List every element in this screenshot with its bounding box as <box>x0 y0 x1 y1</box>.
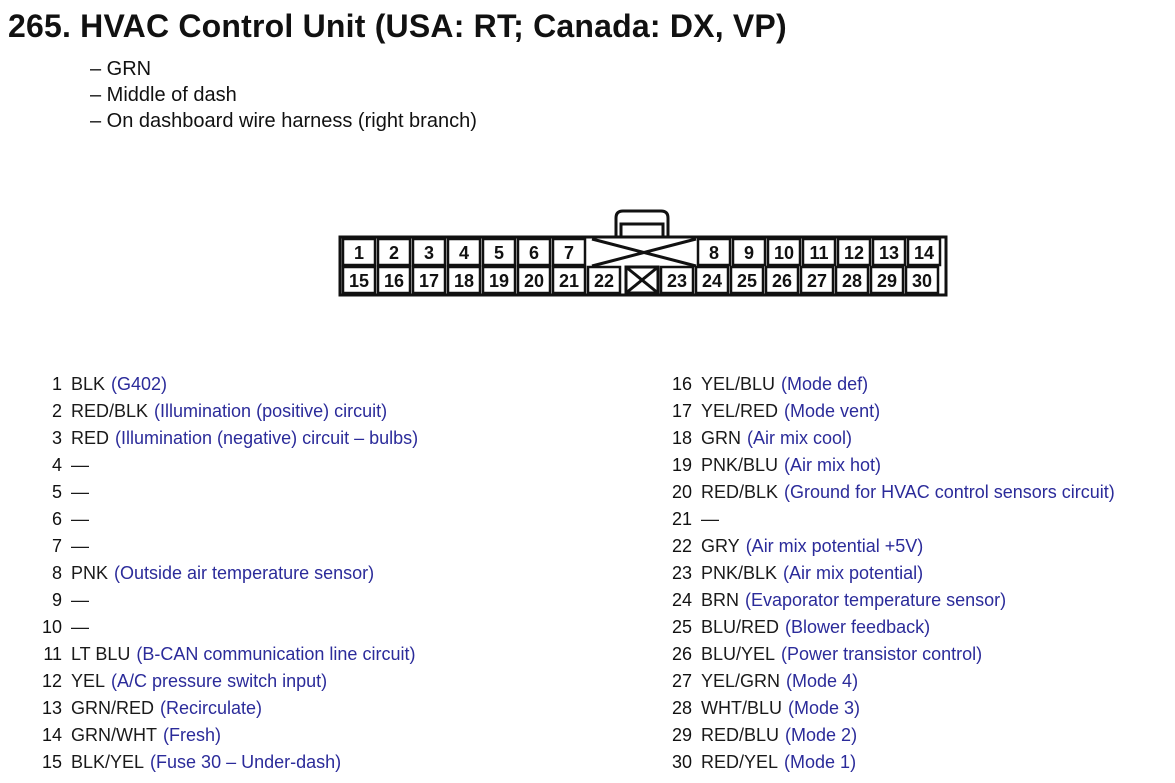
pin-description: (Blower feedback) <box>785 617 931 637</box>
connector-pin-label: 7 <box>563 243 575 263</box>
pin-description: (Illumination (positive) circuit) <box>154 401 388 421</box>
connector-pin-label: 6 <box>528 243 540 263</box>
pin-row <box>30 560 418 587</box>
pin-wire-color: — <box>71 590 89 610</box>
pin-row <box>660 614 1115 641</box>
connector-info <box>90 56 477 134</box>
pin-description: (Ground for HVAC control sensors circuit) <box>784 482 1115 502</box>
connector-pin-label: 26 <box>771 271 793 291</box>
pin-number: 7 <box>51 536 62 556</box>
pin-row <box>660 560 1115 587</box>
pin-description: (G402) <box>111 374 168 394</box>
pin-wire-color: YEL <box>71 671 106 691</box>
pin-description: (Air mix potential +5V) <box>745 536 924 556</box>
connector-pin-label: 10 <box>773 243 795 263</box>
pin-row <box>30 371 418 398</box>
pin-wire-color: PNK <box>71 563 109 583</box>
pin-number: 4 <box>51 455 62 475</box>
pin-number: 19 <box>671 455 692 475</box>
pin-number: 27 <box>671 671 692 691</box>
pin-row <box>30 533 418 560</box>
pin-number: 9 <box>51 590 62 610</box>
pin-number: 17 <box>671 401 692 421</box>
pin-wire-color: YEL/BLU <box>701 374 776 394</box>
pin-wire-color: BLK/YEL <box>71 752 145 772</box>
pin-number: 3 <box>51 428 62 448</box>
pin-description: (Power transistor control) <box>781 644 983 664</box>
pin-wire-color: GRN <box>701 428 741 448</box>
pin-row <box>30 398 418 425</box>
pin-wire-color: RED <box>71 428 110 448</box>
info-color: – GRN <box>90 58 152 80</box>
pin-number: 14 <box>41 725 62 745</box>
pin-row <box>30 749 418 776</box>
pin-row <box>30 425 418 452</box>
pin-row <box>30 587 418 614</box>
pin-description: (Mode vent) <box>784 401 881 421</box>
pin-number: 13 <box>41 698 62 718</box>
pin-wire-color: YEL/RED <box>701 401 779 421</box>
pin-number: 2 <box>51 401 62 421</box>
pin-number: 21 <box>671 509 692 529</box>
connector-pin-label: 28 <box>841 271 863 291</box>
pin-description: (Illumination (negative) circuit – bulbs) <box>115 428 419 448</box>
pin-number: 18 <box>671 428 692 448</box>
pin-row <box>660 533 1115 560</box>
connector-pin-label: 19 <box>488 271 510 291</box>
pin-number: 29 <box>671 725 692 745</box>
connector-pin-label: 16 <box>383 271 405 291</box>
pin-number: 30 <box>671 752 692 772</box>
pin-number: 6 <box>51 509 62 529</box>
pin-row <box>660 479 1115 506</box>
connector-pin-label: 20 <box>523 271 545 291</box>
pin-wire-color: GRN/WHT <box>71 725 157 745</box>
info-location: – Middle of dash <box>90 84 237 106</box>
pin-row <box>660 398 1115 425</box>
connector-pin-label: 4 <box>458 243 470 263</box>
connector-pin-label: 27 <box>806 271 828 291</box>
connector-lock-tab-inner <box>621 224 663 236</box>
pin-wire-color: — <box>71 509 89 529</box>
pin-number: 20 <box>671 482 692 502</box>
connector-pin-label: 14 <box>913 243 935 263</box>
pin-number: 25 <box>671 617 692 637</box>
pin-list-right <box>660 371 1115 776</box>
connector-pin-label: 2 <box>388 243 400 263</box>
pin-number: 10 <box>41 617 62 637</box>
connector-diagram <box>338 208 950 300</box>
pin-number: 1 <box>51 374 62 394</box>
pin-wire-color: — <box>71 536 89 556</box>
page-title: 265. HVAC Control Unit (USA: RT; Canada: DX, VP) <box>8 8 787 44</box>
connector-pin-label: 17 <box>418 271 440 291</box>
connector-pin-label: 12 <box>843 243 865 263</box>
pin-number: 8 <box>51 563 62 583</box>
pin-wire-color: — <box>71 617 89 637</box>
pin-wire-color: BLK <box>71 374 106 394</box>
pin-number: 26 <box>671 644 692 664</box>
pin-row <box>660 749 1115 776</box>
pin-wire-color: RED/YEL <box>701 752 779 772</box>
pin-list-left <box>30 371 418 776</box>
pin-description: (Recirculate) <box>160 698 263 718</box>
pin-wire-color: RED/BLK <box>701 482 779 502</box>
connector-pin-label: 23 <box>666 271 688 291</box>
pin-description: (Fuse 30 – Under-dash) <box>150 752 342 772</box>
pin-row <box>30 452 418 479</box>
pin-number: 15 <box>41 752 62 772</box>
pin-row <box>30 668 418 695</box>
pin-row <box>30 722 418 749</box>
pin-description: (Mode 1) <box>784 752 857 772</box>
pin-description: (A/C pressure switch input) <box>111 671 328 691</box>
pin-row <box>30 695 418 722</box>
pin-wire-color: LT BLU <box>71 644 131 664</box>
pin-wire-color: — <box>71 455 89 475</box>
pin-description: (Outside air temperature sensor) <box>114 563 375 583</box>
pin-number: 5 <box>51 482 62 502</box>
pin-row <box>660 452 1115 479</box>
connector-pin-label: 3 <box>423 243 435 263</box>
connector-pin-label: 25 <box>736 271 758 291</box>
connector-pin-label: 13 <box>878 243 900 263</box>
connector-pin-label: 9 <box>743 243 755 263</box>
pin-wire-color: GRY <box>701 536 740 556</box>
pin-wire-color: PNK/BLK <box>701 563 778 583</box>
connector-pin-label: 29 <box>876 271 898 291</box>
connector-pin-label: 22 <box>593 271 615 291</box>
connector-pin-label: 30 <box>911 271 933 291</box>
pin-row <box>660 425 1115 452</box>
pin-number: 22 <box>671 536 692 556</box>
pin-description: (Air mix cool) <box>747 428 853 448</box>
pin-description: (Mode 2) <box>785 725 858 745</box>
pin-row <box>660 371 1115 398</box>
connector-pin-label: 11 <box>809 243 829 263</box>
pin-row <box>30 641 418 668</box>
pin-wire-color: BLU/RED <box>701 617 780 637</box>
pin-row <box>660 506 1115 533</box>
pin-wire-color: GRN/RED <box>71 698 155 718</box>
pin-row <box>660 668 1115 695</box>
pin-wire-color: WHT/BLU <box>701 698 782 718</box>
pin-number: 24 <box>671 590 692 610</box>
pin-description: (Mode 4) <box>786 671 859 691</box>
pin-description: (Air mix hot) <box>784 455 882 475</box>
pin-row <box>660 695 1115 722</box>
pin-number: 23 <box>671 563 692 583</box>
pin-wire-color: BRN <box>701 590 740 610</box>
pin-description: (Air mix potential) <box>783 563 924 583</box>
pin-wire-color: RED/BLU <box>701 725 780 745</box>
pin-description: (Mode 3) <box>788 698 861 718</box>
pin-number: 28 <box>671 698 692 718</box>
pin-wire-color: BLU/YEL <box>701 644 776 664</box>
connector-pin-label: 18 <box>453 271 475 291</box>
connector-pin-label: 5 <box>493 243 505 263</box>
pin-row <box>660 587 1115 614</box>
pin-number: 12 <box>41 671 62 691</box>
pin-wire-color: — <box>701 509 719 529</box>
pin-number: 11 <box>43 644 62 664</box>
pin-row <box>30 614 418 641</box>
pin-description: (Fresh) <box>162 725 221 745</box>
connector-pin-label: 15 <box>348 271 370 291</box>
pin-number: 16 <box>671 374 692 394</box>
connector-pin-label: 8 <box>708 243 720 263</box>
pin-wire-color: RED/BLK <box>71 401 149 421</box>
pin-row <box>660 722 1115 749</box>
pin-description: (Evaporator temperature sensor) <box>745 590 1007 610</box>
pin-description: (B-CAN communication line circuit) <box>136 644 416 664</box>
info-harness: – On dashboard wire harness (right branch) <box>90 110 477 132</box>
pin-row <box>30 479 418 506</box>
pin-row <box>30 506 418 533</box>
pin-wire-color: YEL/GRN <box>701 671 781 691</box>
connector-pin-label: 24 <box>701 271 723 291</box>
pin-description: (Mode def) <box>781 374 869 394</box>
connector-pin-label: 21 <box>558 271 580 291</box>
connector-pin-label: 1 <box>353 243 365 263</box>
pin-wire-color: — <box>71 482 89 502</box>
pin-wire-color: PNK/BLU <box>701 455 779 475</box>
pin-row <box>660 641 1115 668</box>
